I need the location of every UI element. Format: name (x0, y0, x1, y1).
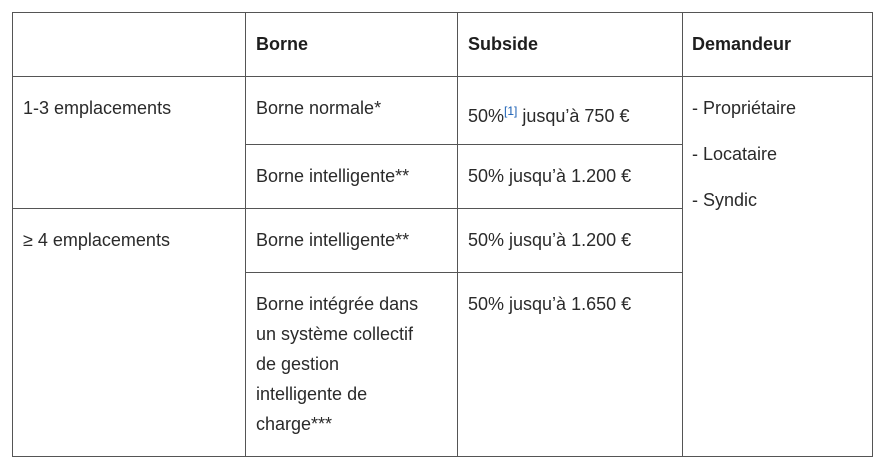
borne-cell: Borne intelligente** (256, 230, 410, 250)
borne-line: charge*** (256, 414, 333, 434)
subside-cell (468, 96, 629, 131)
header-demandeur: Demandeur (692, 34, 792, 54)
footnote-link[interactable]: [1] (504, 104, 518, 118)
subside-amount: jusqu’à 750 € (517, 106, 630, 126)
row-divider (245, 144, 682, 145)
demandeur-item: - Locataire (692, 144, 778, 164)
subside-cell: 50% jusqu’à 1.200 € (468, 166, 632, 186)
group-label: ≥ 4 emplacements (23, 230, 170, 250)
borne-line: de gestion (256, 354, 340, 374)
group-divider (12, 208, 682, 209)
column-divider (457, 12, 458, 457)
column-divider (245, 12, 246, 457)
header-divider (12, 76, 873, 77)
subside-cell: 50% jusqu’à 1.200 € (468, 230, 632, 250)
borne-line: un système collectif (256, 324, 414, 344)
table-border-left (12, 12, 13, 457)
borne-cell: Borne normale* (256, 98, 382, 118)
borne-cell-multiline (256, 289, 418, 439)
borne-cell: Borne intelligente** (256, 166, 410, 186)
borne-line: intelligente de (256, 384, 368, 404)
table-border-top (12, 12, 873, 13)
subside-cell: 50% jusqu’à 1.650 € (468, 294, 632, 314)
subside-percent: 50% (468, 106, 505, 126)
demandeur-item: - Propriétaire (692, 98, 797, 118)
header-borne: Borne (256, 34, 309, 54)
demandeur-item: - Syndic (692, 190, 758, 210)
table-border-right (872, 12, 873, 457)
borne-line: Borne intégrée dans (256, 294, 419, 314)
table-border-bottom (12, 456, 873, 457)
row-divider (245, 272, 682, 273)
group-label: 1-3 emplacements (23, 98, 172, 118)
column-divider (682, 12, 683, 457)
header-subside: Subside (468, 34, 539, 54)
